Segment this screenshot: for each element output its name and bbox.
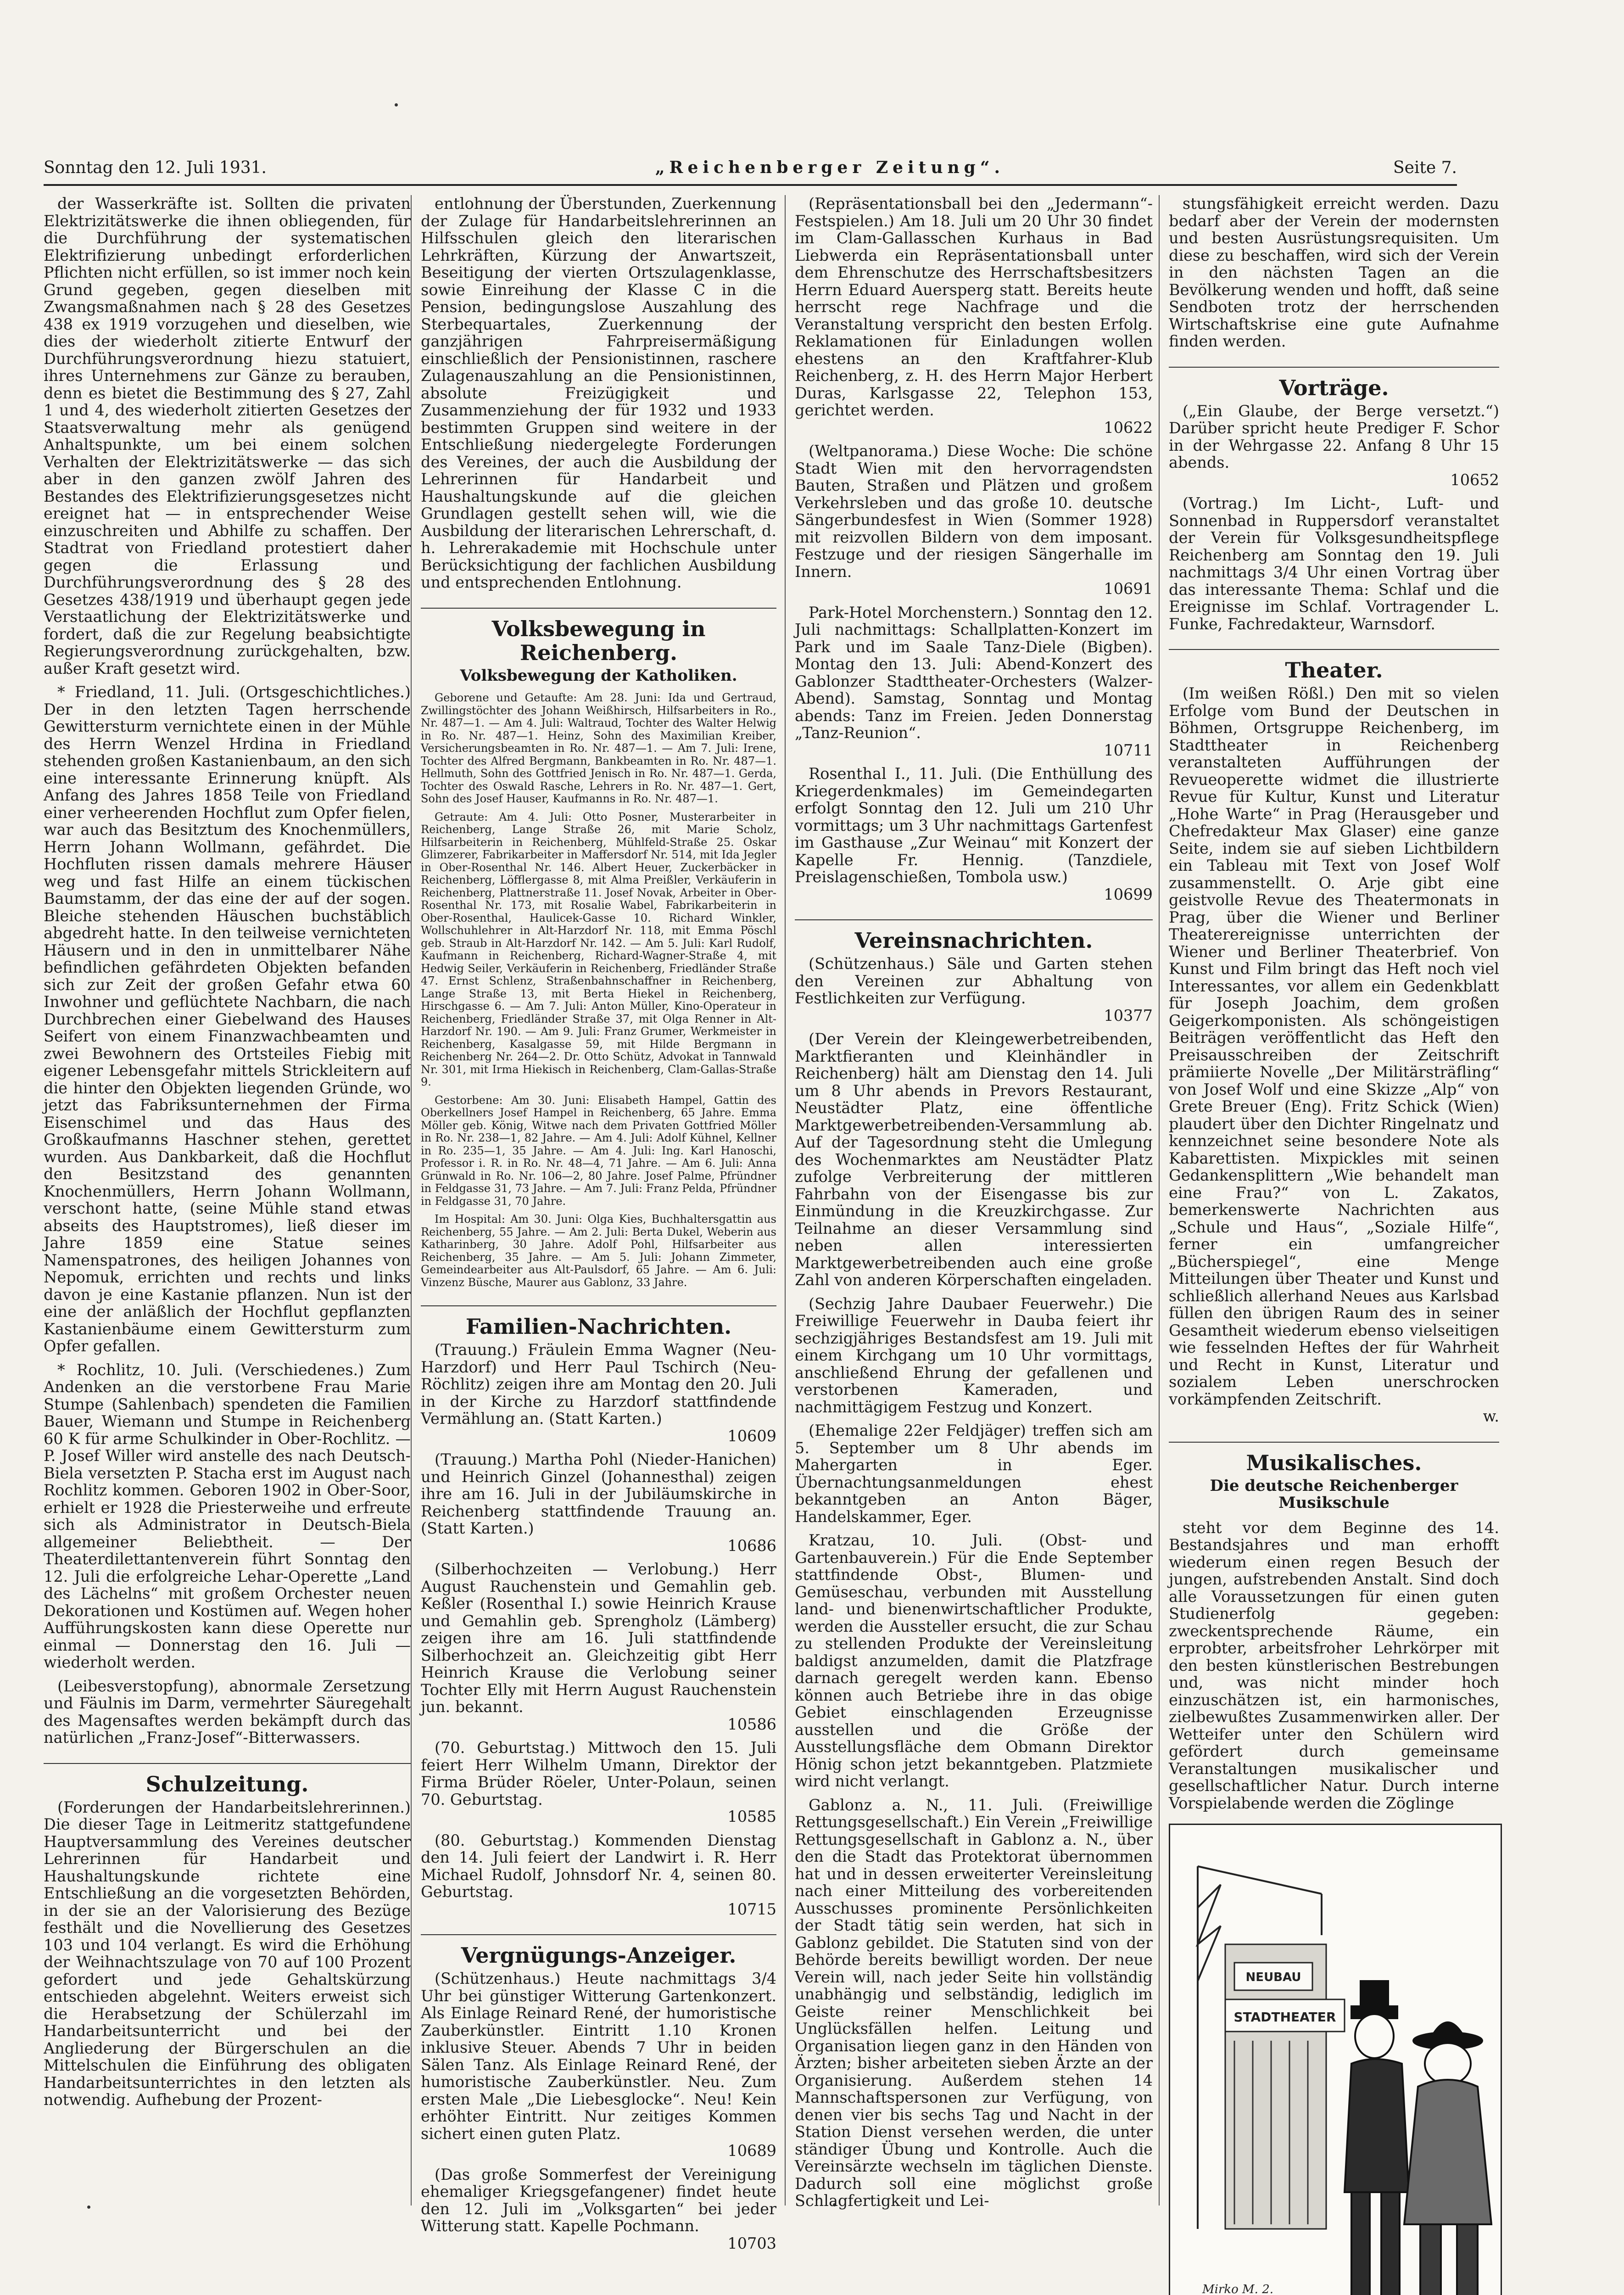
notice-paragraph: (Vortrag.) Im Licht-, Luft- und Sonnenbad in Ruppersdorf veranstaltet der Verein für Volksgesundheitspflege Reichenberg am Sonntag den 19. Juli nachmittags 3/4 Uhr einen Vortrag über das interessante Thema: Schlaf und die Ereignisse im Schlaf. Vortragender L. Funke, Fachredakteur, Warnsdorf.	[1169, 494, 1499, 633]
article-paragraph: steht vor dem Beginne des 14. Bestandsjahres und man erhofft wiederum einen regen Besuch der jungen, aufstrebenden Anstalt. Sind doch alle Voraussetzungen für einen guten Studienerfolg gegeben: zweckentsprechende Räume, ein erprobter, arbeitsfroher Lehrkörper mit den besten künstlerischen Bestrebungen und, was nicht minder hoch einzuschätzen ist, ein harmonisches, zielbewußtes Zusammenwirken aller. Der Wetteifer unter den Schülern wird gefördert durch gemeinsame Veranstaltungen musikalischer und gesellschaftlicher Natur. Durch interne Vorspielabende werden die Zöglinge	[1169, 1518, 1499, 1812]
notice-paragraph: (Im weißen Rößl.) Den mit so vielen Erfolge vom Bund der Deutschen in Böhmen, Ortsgruppe Reichenberg, im Stadttheater in Reichenberg veranstalteten Aufführungen der Revueoperette widmet die illustrierte Revue für Kultur, Kunst und Literatur „Hohe Warte“ in Prag (Herausgeber und Chefredakteur Max Glaser) eine ganze Seite, indem sie auf sieben Lichtbildern ein Tableau mit Text von Josef Wolf zusammenstellt. O. Arje gibt eine geistvolle Revue des Theatermonats in Prag, über die Wiener und Berliner Theaterereignisse unterrichten der Wiener und Berliner Theaterbrief. Von Kunst und Film bringt das Heft noch viel Interessantes, vor allem ein Gedenkblatt für Joseph Joachim, dem großen Geigerkomponisten. Als schöngeistigen Beiträgen veröffentlicht das Heft den Preisausschreiben der Zeitschrift prämiierte Novelle „Der Militärsträfling“ von Josef Wolf und eine Skizze „Alp“ von Grete Breuer (Eng). Fritz Schick (Wien) plaudert über den Dichter Ringelnatz und kennzeichnet seine besondere Note als Kabarettisten. Mixpickles mit seinen Gedankensplittern „Wie behandelt man eine Frau?“ von L. Zakatos, bemerkenswerte Nachrichten aus „Schule und Haus“, „Soziale Hilfe“, ferner ein umfangreicher „Bücherspiegel“, eine Menge Mitteilungen über Theater und Kunst und schließlich allerhand Neues aus Karlsbad füllen den übrigen Raum des in seiner Gesamtheit wiederum ebenso vielseitigen wie fesselnden Heftes der für Wahrheit und Recht in Kunst, Literatur und sozialem Leben unerschrocken vorkämpfenden Zeitschrift.	[1169, 684, 1499, 1408]
subheading-katholiken: Volksbewegung der Katholiken.	[460, 666, 737, 685]
article-paragraph: entlohnung der Überstunden, Zuerkennung der Zulage für Handarbeitslehrerinnen an Hilfsschulen gleich den literarischen Lehrkräften, Kürzung der Anwartszeit, Beseitigung der vierten Ortszulagenklasse, sowie Einreihung der Klasse C in die Pension, bedingungslose Auszahlung des Sterbequartales, Zuerkennung der ganzjährigen Fahrpreisermäßigung einschließlich der Pensionistinnen, raschere Zulagenauszahlung an die Pensionistinnen, absolute Freizügigkeit und Zusammenziehung der für 1932 und 1933 bestimmten Gruppen sind weitere in der Entschließung niedergelegte Forderungen des Vereines, der auch die Ausbildung der Lehrerinnen für Handarbeit und Haushaltungskunde auf die gleichen Grundlagen gestellt sehen will, wie die Ausbildung der literarischen Lehrerschaft, d. h. Lehrerakademie mit Hochschule unter Berücksichtigung der fachlichen Ausbildung und entsprechenden Entlohnung.	[421, 195, 776, 591]
notice-reference: 10691	[1104, 580, 1153, 598]
deaths-list: Gestorbene: Am 30. Juni: Elisabeth Hampel, Gattin des Oberkellners Josef Hampel in Reichenberg, 65 Jahre. Emma Möller geb. König, Witwe nach dem Privaten Gottfried Möller in Ro. Nr. 238—1, 82 Jahre. — Am 4. Juli: Adolf Kühnel, Kellner in Ro. 235—1, 35 Jahre. — Am 4. Juli: Ing. Karl Hanoschi, Professor i. R. in Ro. Nr. 48—4, 71 Jahre. — Am 6. Juli: Anna Grünwald in Ro. Nr. 106—2, 80 Jahre. Josef Palme, Pfründner in Feldgasse 31, 73 Jahre. — Am 7. Juli: Franz Pelda, Pfründner in Feldgasse 31, 70 Jahre.	[421, 1093, 776, 1208]
notice-paragraph: (Ehemalige 22er Feldjäger) treffen sich am 5. September um 8 Uhr abends im Mahergarten in Eger. Übernachtungsanmeldungen ehest bekanntgeben an Anton Bäger, Handelskammer, Eger.	[795, 1422, 1153, 1526]
notice-reference: 10586	[727, 1715, 776, 1733]
notice-paragraph: (Trauung.) Fräulein Emma Wagner (Neu-Harzdorf) und Herr Paul Tschirch (Neu-Röchlitz) zeigen ihre am Montag den 20. Juli in der Kirche zu Harzdorf stattfindende Vermählung an. (Statt Karten.)	[421, 1341, 776, 1427]
notice-reference: 10711	[1104, 741, 1153, 759]
notice-reference: 10699	[1104, 885, 1153, 903]
cartoon-sign-neubau: NEUBAU	[1245, 1970, 1301, 1984]
notice-reference: 10703	[727, 2234, 776, 2252]
notice-reference: 10609	[727, 1427, 776, 1445]
notice-paragraph: Park-Hotel Morchenstern.) Sonntag den 12. Juli nachmittags: Schallplatten-Konzert im Park und im Saale Tanz-Diele (Bigben). Montag den 13. Juli: Abend-Konzert des Gablonzer Stadttheater-Orchesters (Walzer-Abend). Samstag, Sonntag und Montag abends: Tanz im Freien. Jeden Donnerstag „Tanz-Reunion“.	[795, 603, 1153, 742]
subheading-musikschule: Die deutsche Reichenberger Musikschule	[1210, 1476, 1458, 1512]
notice-paragraph: (Das große Sommerfest der Vereinigung ehemaliger Kriegsgefangener) findet heute den 12. Juli im „Volksgarten“ bei jeder Witterung statt. Kapelle Pochmann.	[421, 2165, 776, 2235]
marriages-list: Getraute: Am 4. Juli: Otto Posner, Musterarbeiter in Reichenberg, Lange Straße 26, mit Marie Scholz, Hilfsarbeiterin in Reichenberg, Mühlfeld-Straße 25. Oskar Glimzerer, Fabrikarbeiter in Maffersdorf Nr. 514, mit Ida Jegler in Ober-Rosenthal Nr. 146. Albert Heuer, Zuckerbäcker in Reichenberg, Löfflergasse 8, mit Alma Preißler, Verkäuferin in Reichenberg, Plattnerstraße 11. Josef Novak, Arbeiter in Ober-Rosenthal Nr. 173, mit Rosalie Wabel, Fabrikarbeiterin in Ober-Rosenthal, Haulicek-Gasse 10. Richard Winkler, Wollschuhlehrer in Alt-Harzdorf Nr. 118, mit Emma Pöschl geb. Straub in Alt-Harzdorf Nr. 142. — Am 5. Juli: Karl Rudolf, Kaufmann in Reichenberg, Richard-Wagner-Straße 4, mit Hedwig Seiler, Verkäuferin in Reichenberg, Friedländer Straße 47. Ernst Schlenz, Straßenbahnschaffner in Reichenberg, Lange Straße 13, mit Berta Hiekel in Reichenberg, Hirschgasse 6. — Am 7. Juli: Anton Müller, Kino-Operateur in Reichenberg, Friedländer Straße 37, mit Olga Renner in Alt-Harzdorf Nr. 190. — Am 9. Juli: Franz Grumer, Werkmeister in Reichenberg, Kasalgasse 59, mit Hilde Bergmann in Reichenberg Nr. 264—2. Dr. Otto Schütz, Advokat in Tannwald Nr. 301, mit Irma Hiekisch in Reichenberg, Clam-Gallas-Straße 9.	[421, 810, 776, 1088]
article-paragraph: stungsfähigkeit erreicht werden. Dazu bedarf aber der Verein der modernsten und besten Ausrüstungsrequisiten. Um diese zu beschaffen, wird sich der Verein in den nächsten Tagen an die Bevölkerung wenden und hofft, daß seine Sendboten trotz der herrschenden Wirtschaftskrise eine gute Aufnahme finden werden.	[1169, 195, 1499, 350]
notice-paragraph: („Ein Glaube, der Berge versetzt.“) Darüber spricht heute Prediger F. Schor in der Wehrgasse 22. Anfang 8 Uhr 15 abends.	[1169, 402, 1499, 471]
section-heading-volksbewegung: Volksbewegung in Reichenberg.	[421, 608, 776, 665]
notice-paragraph: (80. Geburtstag.) Kommenden Dienstag den 14. Juli feiert der Landwirt i. R. Herr Michael Rudolf, Johnsdorf Nr. 4, seinen 80. Geburtstag.	[421, 1831, 776, 1901]
section-heading-vortraege: Vorträge.	[1169, 367, 1499, 400]
notice-paragraph: Kratzau, 10. Juli. (Obst- und Gartenbauverein.) Für die Ende September stattfindende Obst-, Blumen- und Gemüseschau, verbunden mit Ausstellung land- und bienenwirtschaftlicher Produkte, werden die Aussteller ersucht, die zur Schau zu stellenden Produkte der Vereinsleitung baldigst anzumelden, damit die Platzfrage darnach geregelt werden kann. Ebenso können auch Betriebe ihre in das obige Gebiet einschlagenden Erzeugnisse ausstellen und die Größe der Ausstellungsfläche dem Obmann Direktor Hönig schon jetzt bekanntgeben. Platzmiete wird nicht verlangt.	[795, 1531, 1153, 1790]
section-heading-musikalisches: Musikalisches.	[1169, 1442, 1499, 1475]
notice-paragraph: (Silberhochzeiten — Verlobung.) Herr August Rauchenstein und Gemahlin geb. Keßler (Rosenthal I.) sowie Heinrich Krause und Gemahlin geb. Sprengholz (Lämberg) zeigen ihre am 16. Juli stattfindende Silberhochzeit an. Gleichzeitig gibt Herr Heinrich Krause die Verlobung seiner Tochter Elly mit Herrn August Rauchenstein jun. bekannt.	[421, 1560, 776, 1716]
article-paragraph: der Wasserkräfte ist. Sollten die privaten Elektrizitätswerke die ihnen obliegenden, für die Durchführung der systematischen Elektrifizierung unbedingt erforderlichen Pflichten nicht erfüllen, so ist immer noch kein Grund gegeben, gegen dieselben mit Zwangsmaßnahmen nach § 28 des Gesetzes 438 ex 1919 vorzugehen und dieselben, wie dies der wiederholt zitierte Entwurf der Durchführungsverordnung hiezu statuiert, ihres Unternehmens zur Gänze zu berauben, denn es bietet die Bestimmung des § 27, Zahl 1 und 4, des wiederholt zitierten Gesetzes der Staatsverwaltung mehr als genügend Anhaltspunkte, um bei einem solchen Verhalten der Elektrizitätswerke — das sich aber in den ganzen zwölf Jahren des Bestandes des Elektrifizierungsgesetzes nicht ereignet hat — in entsprechender Weise einzuschreiten und Abhilfe zu schaffen. Der Stadtrat von Friedland protestiert daher gegen die Erlassung und Durchführungsverordnung des § 28 des Gesetzes 438/1919 und überhaupt gegen jede Verstaatlichung der Elektrizitätswerke und fordert, daß die zur Regelung beabsichtigte Regierungsverordnung zurückgehalten, bzw. außer Kraft gesetzt wird.	[44, 195, 411, 677]
hospital-deaths-list: Im Hospital: Am 30. Juni: Olga Kies, Buchhaltersgattin aus Reichenberg, 55 Jahre. — Am 2. Juli: Berta Dukel, Weberin aus Katharinberg, 30 Jahre. Adolf Pohl, Hilfsarbeiter aus Reichenberg, 35 Jahre. — Am 5. Juli: Johann Zimmeter, Gemeindearbeiter aus Alt-Paulsdorf, 65 Jahre. — Am 6. Juli: Vinzenz Büsche, Maurer aus Gablonz, 33 Jahre.	[421, 1213, 776, 1289]
header-page-number: Seite 7.	[1393, 158, 1457, 177]
notice-paragraph: (Repräsentationsball bei den „Jedermann“-Festspielen.) Am 18. Juli um 20 Uhr 30 findet im Clam-Gallasschen Kurhaus in Bad Liebwerda ein Repräsentationsball unter dem Ehrenschutze des Herrschaftsbesitzers Herrn Eduard Auersperg statt. Bereits heute herrscht rege Nachfrage und die Veranstaltung verspricht den besten Erfolg. Reklamationen für Einladungen wollen ehestens an den Kraftfahrer-Klub Reichenberg, z. H. des Herrn Major Herbert Duras, Karlsgasse 22, Telephon 153, gerichtet werden.	[795, 195, 1153, 419]
births-list: Geborene und Getaufte: Am 28. Juni: Ida und Gertraud, Zwillingstöchter des Johann Weißhirsch, Hilfsarbeiters in Ro., Nr. 487—1. — Am 4. Juli: Waltraud, Tochter des Walter Helwig in Ro. Nr. 487—1. Heinz, Sohn des Maximilian Kreiber, Versicherungsbeamten in Ro. Nr. 487—1. — Am 7. Juli: Irene, Tochter des Alfred Bergmann, Bankbeamten in Ro. Nr. 487—1. Hellmuth, Sohn des Gottfried Jenisch in Ro. Nr. 487—1. Gerda, Tochter des Oswald Rasche, Lehrers in Ro. Nr. 487—1. Gert, Sohn des Josef Hauser, Kaufmanns in Ro. Nr. 487—1.	[421, 691, 776, 805]
notice-paragraph: Gablonz a. N., 11. Juli. (Freiwillige Rettungsgesellschaft.) Ein Verein „Freiwillige Rettungsgesellschaft in Gablonz a. N., über den die Stadt das Protektorat übernommen hat und in dessen erweiterter Vereinsleitung nach einer Mitteilung des vorbereitenden Ausschusses prominente Persönlichkeiten der Stadt tätig sein werden, hat sich in Gablonz gebildet. Die Statuten sind von der Behörde bereits bewilligt worden. Der neue Verein will, nach jeder Seite hin vollständig unabhängig und selbständig, lediglich im Geiste reiner Menschlichkeit bei Unglücksfällen helfen. Leitung und Organisation liegen ganz in den Händen von Ärzten; bisher arbeiteten sieben Ärzte an der Organisierung. Außerdem stehen 14 Mannschaftspersonen zur Verfügung, von denen vier bis sechs Tag und Nacht in der Station Dienst versehen werden, die unter ständiger Übung und Kontrolle. Auch die Vereinsärzte wechseln im täglichen Dienste. Dadurch soll eine möglichst große Schlagfertigkeit und Lei-	[795, 1796, 1153, 2210]
header-date: Sonntag den 12. Juli 1931.	[44, 158, 267, 177]
print-speck	[87, 2205, 90, 2209]
section-heading-vergnuegungs: Vergnügungs-Anzeiger.	[421, 1934, 776, 1967]
section-heading-vereinsnachrichten: Vereinsnachrichten.	[795, 919, 1153, 952]
section-heading-theater: Theater.	[1169, 649, 1499, 682]
cartoon-sign-stadtheater: STADTHEATER	[1233, 2010, 1336, 2025]
section-heading-schulzeitung: Schulzeitung.	[44, 1763, 411, 1796]
column-3	[785, 195, 1153, 2210]
notice-reference: 10686	[727, 1536, 776, 1555]
cartoon-signature: Mirko M. 2.	[1202, 2283, 1273, 2295]
notice-paragraph: (Trauung.) Martha Pohl (Nieder-Hanichen) und Heinrich Ginzel (Johannesthal) zeigen ihre am 16. Juli in der Jubiläumskirche in Reichenberg stattfindende Trauung an. (Statt Karten.)	[421, 1450, 776, 1537]
column-4	[1159, 195, 1499, 2295]
notice-reference: 10622	[1104, 418, 1153, 437]
column-1	[44, 195, 411, 2205]
article-paragraph: (Forderungen der Handarbeitslehrerinnen.) Die dieser Tage in Leitmeritz stattgefundene Hauptversammlung des Vereines deutscher Lehrerinnen für Handarbeit und Haushaltungskunde richtete eine Entschließung an die vorgesetzten Behörden, in der sie an der Valorisierung des Bezüge festhält und die Novellierung des Gesetzes 103 und 104 verlangt. Es wird die Erhöhung der Weihnachtszulage von 70 auf 100 Prozent gefordert und jede Gehaltskürzung entschieden abgelehnt. Weiters erweist sich die Herabsetzung der Schülerzahl im Handarbeitsunterricht und bei der Angliederung der Bürgerschulen an die Mittelschulen die Einführung des obligaten Handarbeitsunterrichtes in den letzten als notwendig. Aufhebung der Prozent-	[44, 1798, 411, 2109]
vital-statistics	[421, 692, 776, 1289]
column-2	[411, 195, 776, 2252]
notice-reference: 10689	[727, 2142, 776, 2160]
advert-paragraph: (Leibesverstopfung), abnormale Zersetzung und Fäulnis im Darm, vermehrter Säuregehalt des Magensaftes werden bekämpft durch das natürlichen „Franz-Josef“-Bitterwassers.	[44, 1677, 411, 1746]
notice-paragraph: Rosenthal I., 11. Juli. (Die Enthüllung des Kriegerdenkmales) im Gemeindegarten erfolgt Sonntag den 12. Juli um 210 Uhr vormittags; um 3 Uhr nachmittags Gartenfest im Gasthause „Zur Weinau“ mit Konzert der Kapelle Fr. Hennig. (Tanzdiele, Preislagenschießen, Tombola usw.)	[795, 765, 1153, 886]
print-speck	[395, 103, 398, 106]
cartoon-drawing	[1170, 1825, 1501, 2295]
notice-paragraph: (Schützenhaus.) Heute nachmittags 3/4 Uhr bei günstiger Witterung Gartenkonzert. Als Einlage Reinard René, der humoristische Zauberkünstler. Eintritt 1.10 Kronen inklusive Steuer. Abends 7 Uhr in beiden Sälen Tanz. Als Einlage Reinard René, der humoristische Zauberkünstler. Neu. Zum ersten Male „Die Liebesglocke“. Neu! Kein erhöhter Eintritt. Nur zeitiges Kommen sichert einen guten Platz.	[421, 1970, 776, 2143]
article-paragraph: * Friedland, 11. Juli. (Ortsgeschichtliches.) Der in den letzten Tagen herrschende Gewittersturm vernichtete einen in der Mühle des Herrn Wenzel Hrdina in Friedland stehenden großen Kastanienbaum, an den sich eine interessante Erinnerung knüpft. Als Anfang des Jahres 1858 Teile von Friedland einer verheerenden Hochflut zum Opfer fielen, war auch das Besitztum des Knochenmüllers, Herrn Johann Wollmann, gefährdet. Die Hochfluten rissen damals mehrere Häuser weg und fast Hilfe an einem tückischen Baumstamm, der das eine der auf der sogen. Bleiche stehenden Häuschen buchstäblich abgedreht hatte. In den teilweise vernichteten Häusern und in den in unmittelbarer Nähe befindlichen gefährdeten Objekten befanden sich zur Zeit der großen Gefahr etwa 60 Inwohner und geflüchtete Nachbarn, die nach Durchbrechen einer Giebelwand des Hauses Seifert von einem Finanzwachbeamten und zwei Bewohnern des Ortsteiles Fiebig mit eigener Lebensgefahr mittels Strickleitern auf die hinter den Objekten liegenden Gründe, wo jetzt das Fabriksunternehmen der Firma Eisenschimel und das Haus des Großkaufmanns Haschner stehen, gerettet wurden. Aus Dankbarkeit, daß die Hochflut den Besitzstand des genannten Knochenmüllers, Herrn Johann Wollmann, verschont hatte, (seine Mühle stand etwas abseits des Hauptstromes), ließ dieser im Jahre 1859 eine Statue seines Namenspatrones, des heiligen Johannes von Nepomuk, errichten und rechts und links davon je eine Kastanie pflanzen. Nun ist der eine der anläßlich der Hochflut gepflanzten Kastanienbäume einem Gewittersturm zum Opfer gefallen.	[44, 683, 411, 1355]
notice-reference: 10585	[727, 1808, 776, 1825]
article-paragraph: * Rochlitz, 10. Juli. (Verschiedenes.) Zum Andenken an die verstorbene Frau Marie Stumpe (Sahlenbach) spendeten die Familien Bauer, Wiemann und Stumpe in Reichenberg 60 K für arme Schulkinder in Ober-Rochlitz. — P. Josef Willer wird anstelle des nach Deutsch-Biela versetzten P. Stacha erst im August nach Rochlitz kommen. Geboren 1902 in Ober-Soor, erhielt er 1928 die Priesterweihe und erfreute sich als Administrator in Deutsch-Biela allgemeiner Beliebtheit. — Der Theaterdilettantenverein führt Sonntag den 12. Juli die erfolgreiche Lehar-Operette „Land des Lächelns“ mit großem Orchester neuen Dekorationen und Kostümen auf. Wegen hoher Aufführungskosten kann diese Operette nur einmal — Donnerstag den 16. Juli — wiederholt werden.	[44, 1360, 411, 1671]
notice-reference: 10652	[1450, 470, 1499, 489]
notice-paragraph: (Sechzig Jahre Daubaer Feuerwehr.) Die Freiwillige Feuerwehr in Dauba feiert ihr sechzigjähriges Bestandsfest am 19. Juli mit einem Kirchgang um 10 Uhr vormittags, anschließend Ehrung der gefallenen und verstorbenen Kameraden, und nachmittägigem Festzug und Konzert.	[795, 1294, 1153, 1416]
section-heading-familien: Familien-Nachrichten.	[421, 1305, 776, 1338]
notice-paragraph: (Weltpanorama.) Diese Woche: Die schöne Stadt Wien mit den hervorragendsten Bauten, Straßen und Plätzen und großem Verkehrsleben und das große 10. deutsche Sängerbundesfest in Wien (Sommer 1928) mit reizvollen Bildern von dem imposant. Festzuge und der riesigen Sängerhalle im Innern.	[795, 442, 1153, 581]
notice-reference: 10715	[727, 1900, 776, 1918]
notice-paragraph: (Der Verein der Kleingewerbetreibenden, Marktfieranten und Kleinhändler in Reichenberg) hält am Dienstag den 14. Juli um 8 Uhr abends in Prevors Restaurant, Neustädter Platz, eine öffentliche Marktgewerbetreibenden-Versammlung ab. Auf der Tagesordnung steht die Umlegung des Wochenmarktes am Neustädter Platz zufolge Verbreiterung der mittleren Fahrbahn von der Eisengasse bis zur Einmündung in die Kreuzkirchgasse. Zur Teilnahme an dieser Versammlung sind neben allen interessierten Marktgewerbetreibenden auch eine große Zahl von anderen Körperschaften eingeladen.	[795, 1030, 1153, 1289]
notice-paragraph: (70. Geburtstag.) Mittwoch den 15. Juli feiert Herr Wilhelm Umann, Direktor der Firma Brüder Röeler, Unter-Polaun, seinen 70. Geburtstag.	[421, 1739, 776, 1808]
notice-reference: 10377	[1104, 1006, 1153, 1024]
notice-paragraph: (Schützenhaus.) Säle und Garten stehen den Vereinen zur Abhaltung von Festlichkeiten zur Verfügung.	[795, 955, 1153, 1007]
notice-reference: w.	[1483, 1407, 1499, 1425]
header-newspaper-title: „Reichenberger Zeitung“.	[655, 158, 1005, 177]
page-header	[44, 154, 1457, 186]
cartoon-illustration	[1169, 1824, 1502, 2295]
